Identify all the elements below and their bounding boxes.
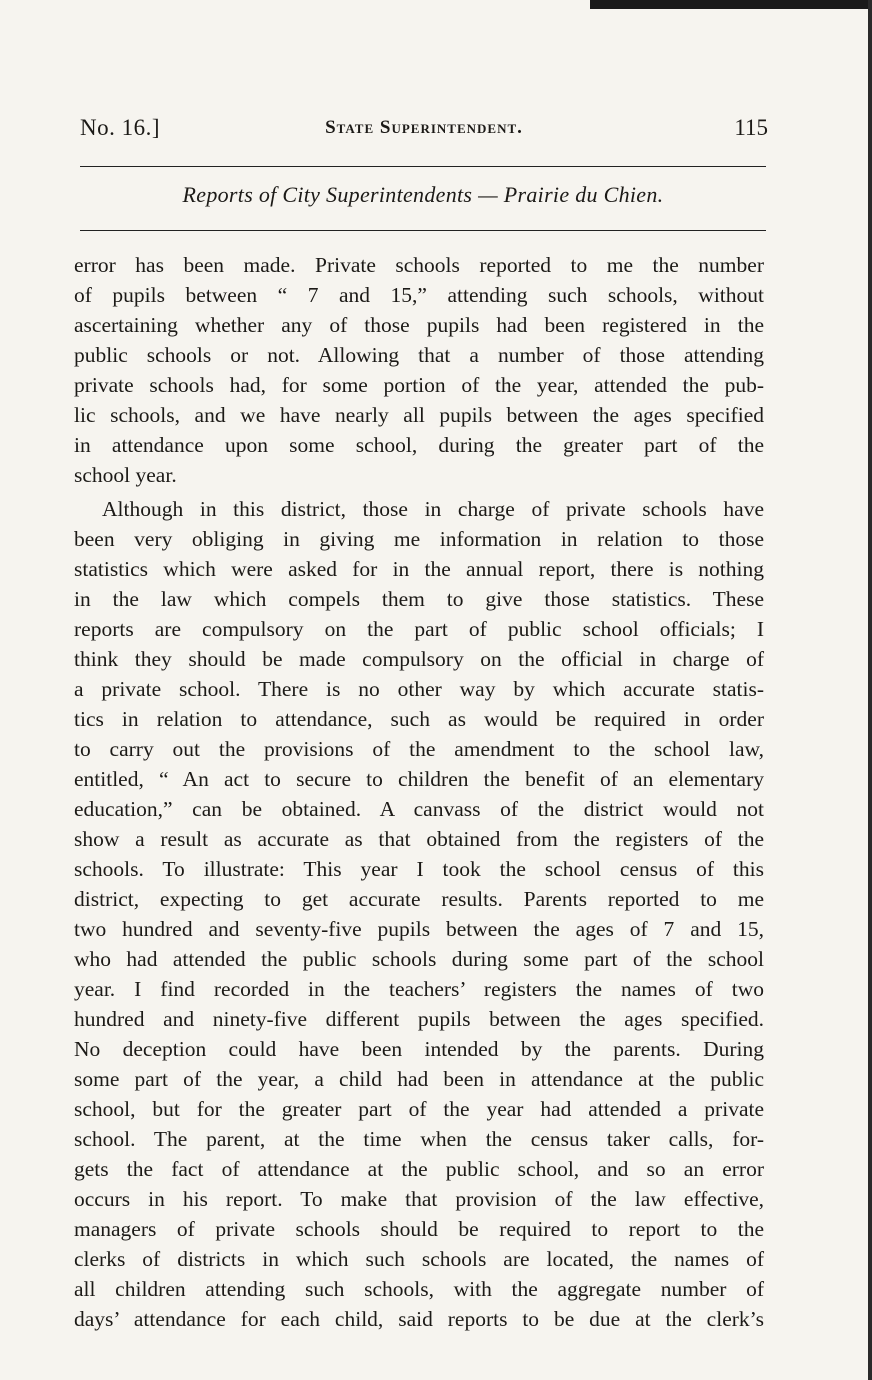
text-line: think they should be made compulsory on the official in charge of	[74, 647, 764, 671]
text-line: clerks of districts in which such schools are located, the names of	[74, 1247, 764, 1271]
text-line: to carry out the provisions of the amendment to the school law,	[74, 737, 764, 761]
text-line: been very obliging in giving me information in relation to those	[74, 527, 764, 551]
text-line: statistics which were asked for in the annual report, there is nothing	[74, 557, 764, 581]
document-number: No. 16.]	[80, 115, 161, 140]
text-line: show a result as accurate as that obtained from the registers of the	[74, 827, 764, 851]
text-line: reports are compulsory on the part of public school officials; I	[74, 617, 764, 641]
section-subtitle: Reports of City Superintendents — Prairie du Chien.	[182, 182, 664, 207]
text-line: gets the fact of attendance at the public school, and so an error	[74, 1157, 764, 1181]
text-line: public schools or not. Allowing that a number of those attending	[74, 343, 764, 367]
text-line: school year.	[74, 463, 177, 487]
running-title: State Superintendent.	[325, 117, 523, 138]
text-line: No deception could have been intended by the parents. During	[74, 1037, 764, 1061]
running-header	[80, 115, 768, 145]
text-line: managers of private schools should be required to report to the	[74, 1217, 764, 1241]
text-line: some part of the year, a child had been in attendance at the public	[74, 1067, 764, 1091]
text-line: year. I find recorded in the teachers’ registers the names of two	[74, 977, 764, 1001]
text-line: days’ attendance for each child, said reports to be due at the clerk’s	[74, 1307, 764, 1331]
text-line: in attendance upon some school, during the greater part of the	[74, 433, 764, 457]
text-line: lic schools, and we have nearly all pupils between the ages specified	[74, 403, 764, 427]
text-line: tics in relation to attendance, such as would be required in order	[74, 707, 764, 731]
page-number: 115	[734, 115, 768, 140]
text-line: entitled, “ An act to secure to children the benefit of an elementary	[74, 767, 764, 791]
text-line: school. The parent, at the time when the census taker calls, for-	[74, 1127, 764, 1151]
text-line: all children attending such schools, with the aggregate number of	[74, 1277, 764, 1301]
page-edge-shadow-top	[590, 0, 872, 9]
text-line: who had attended the public schools during some part of the school	[74, 947, 764, 971]
text-line: school, but for the greater part of the year had attended a private	[74, 1097, 764, 1121]
text-line: district, expecting to get accurate results. Parents reported to me	[74, 887, 764, 911]
text-line: ascertaining whether any of those pupils had been registered in the	[74, 313, 764, 337]
text-line: occurs in his report. To make that provision of the law effective,	[74, 1187, 764, 1211]
text-line: hundred and ninety-five different pupils between the ages specified.	[74, 1007, 764, 1031]
body-text	[74, 250, 764, 1334]
text-line: schools. To illustrate: This year I took the school census of this	[74, 857, 764, 881]
header-rule-bottom	[80, 230, 766, 231]
text-line: two hundred and seventy-five pupils between the ages of 7 and 15,	[74, 917, 764, 941]
text-line: private schools had, for some portion of the year, attended the pub-	[74, 373, 764, 397]
header-rule-top	[80, 166, 766, 167]
text-line: Although in this district, those in charge of private schools have	[102, 497, 764, 521]
text-line: of pupils between “ 7 and 15,” attending such schools, without	[74, 283, 764, 307]
page-edge-shadow-right	[868, 0, 872, 1380]
text-line: a private school. There is no other way by which accurate statis-	[74, 677, 764, 701]
text-line: error has been made. Private schools reported to me the number	[74, 253, 764, 277]
text-line: in the law which compels them to give those statistics. These	[74, 587, 764, 611]
text-line: education,” can be obtained. A canvass of the district would not	[74, 797, 764, 821]
